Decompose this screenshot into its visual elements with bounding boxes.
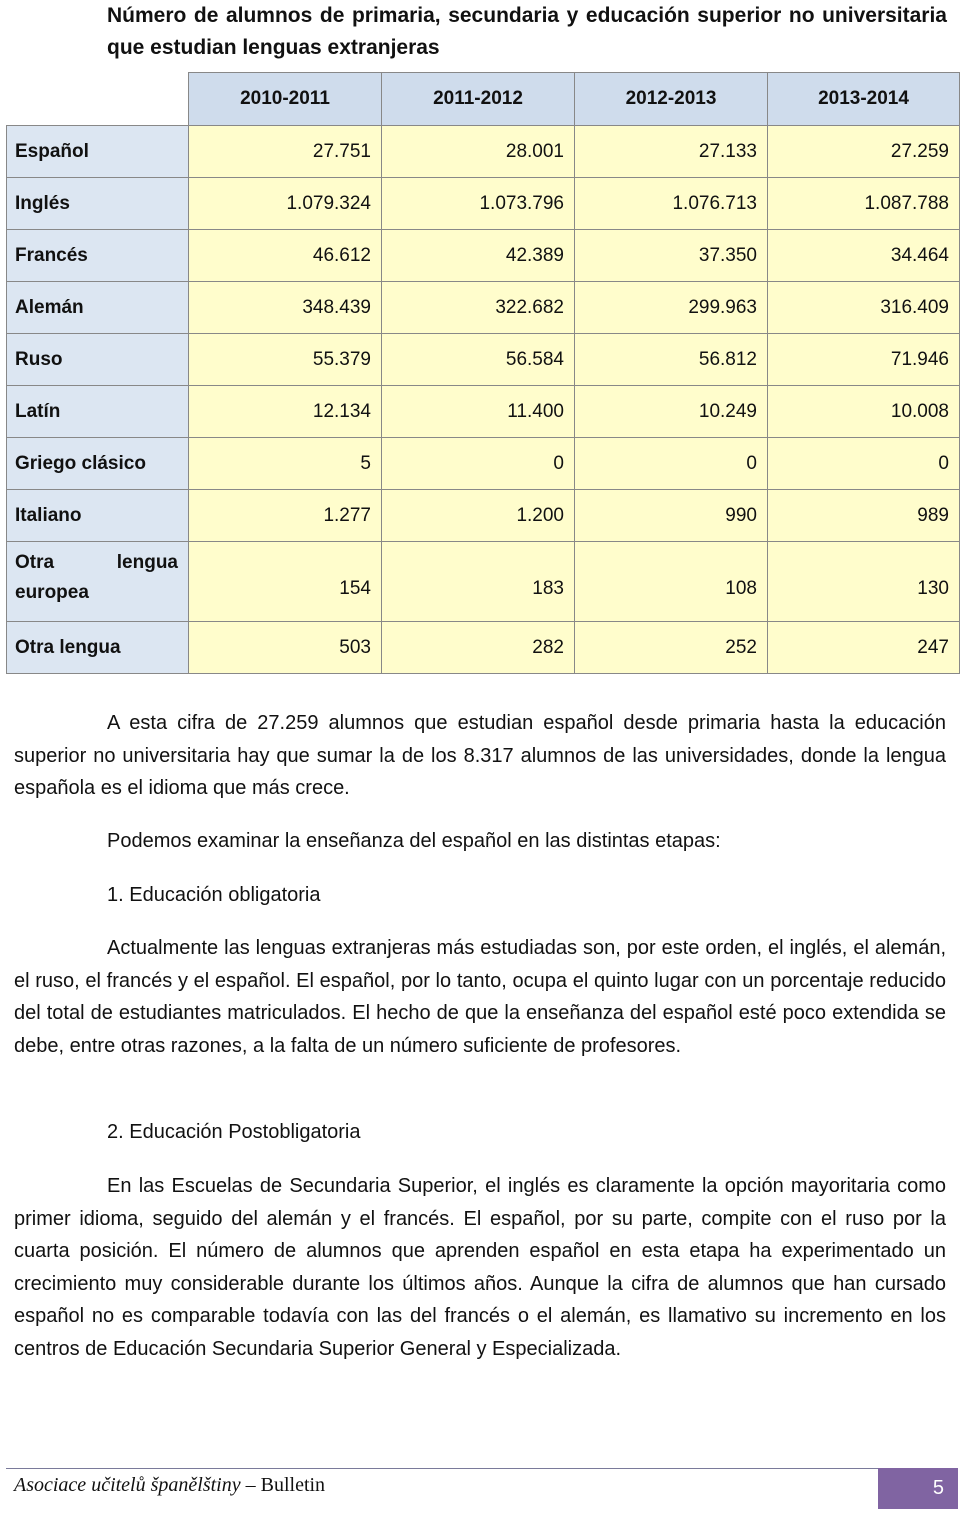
table-cell: 316.409: [768, 282, 960, 334]
table-cell: 322.682: [382, 282, 575, 334]
table-cell: 37.350: [575, 230, 768, 282]
table-row: [7, 542, 960, 622]
table-cell: 108: [575, 542, 768, 622]
table-cell: 10.008: [768, 386, 960, 438]
table-row: [7, 282, 960, 334]
language-label: Español: [7, 126, 189, 178]
footer-publication-suffix: – Bulletin: [240, 1474, 326, 1496]
table-cell: 1.079.324: [189, 178, 382, 230]
table-row: [7, 230, 960, 282]
table-cell: 0: [575, 438, 768, 490]
table-cell: 1.073.796: [382, 178, 575, 230]
table-cell: 55.379: [189, 334, 382, 386]
year-header: 2013-2014: [768, 73, 960, 126]
table-cell: 56.812: [575, 334, 768, 386]
table-cell: 282: [382, 622, 575, 674]
table-cell: 71.946: [768, 334, 960, 386]
table-row: [7, 126, 960, 178]
year-header: 2010-2011: [189, 73, 382, 126]
table-cell: 28.001: [382, 126, 575, 178]
language-label: Inglés: [7, 178, 189, 230]
table-cell: 1.076.713: [575, 178, 768, 230]
table-header-row: [7, 73, 960, 126]
table-cell: 503: [189, 622, 382, 674]
table-cell: 27.133: [575, 126, 768, 178]
paragraph-cifra: A esta cifra de 27.259 alumnos que estudian español desde primaria hasta la educación superior no universitaria hay que sumar la de los 8.317 alumnos de las universidades, donde la lengua española es el idioma que más crece.: [14, 712, 946, 799]
table-cell: 46.612: [189, 230, 382, 282]
table-row: [7, 386, 960, 438]
table-cell: 990: [575, 490, 768, 542]
table-cell: 1.087.788: [768, 178, 960, 230]
table-cell: 5: [189, 438, 382, 490]
document-title: Número de alumnos de primaria, secundaria y educación superior no universitaria que estudian lenguas extranjeras: [107, 4, 947, 59]
footer-publication: [14, 1470, 325, 1500]
table-cell: 42.389: [382, 230, 575, 282]
language-label: Griego clásico: [7, 438, 189, 490]
paragraph-etapas: Podemos examinar la enseñanza del español en las distintas etapas:: [107, 830, 721, 852]
table-cell: 1.200: [382, 490, 575, 542]
table-cell: 252: [575, 622, 768, 674]
table-corner-cell: [7, 73, 189, 126]
table-cell: 56.584: [382, 334, 575, 386]
language-label: Francés: [7, 230, 189, 282]
table-row: [7, 334, 960, 386]
table-cell: 1.277: [189, 490, 382, 542]
footer-publication-name: Asociace učitelů španělštiny: [14, 1474, 241, 1496]
language-label: Latín: [7, 386, 189, 438]
table-row: [7, 178, 960, 230]
languages-table: [6, 72, 960, 674]
table-cell: 10.249: [575, 386, 768, 438]
table-row: [7, 438, 960, 490]
table-cell: 27.259: [768, 126, 960, 178]
table-cell: 12.134: [189, 386, 382, 438]
language-label: Alemán: [7, 282, 189, 334]
language-label: Italiano: [7, 490, 189, 542]
table-cell: 0: [382, 438, 575, 490]
table-cell: 299.963: [575, 282, 768, 334]
table-cell: 11.400: [382, 386, 575, 438]
year-header: 2012-2013: [575, 73, 768, 126]
section-heading-obligatoria: 1. Educación obligatoria: [107, 884, 321, 906]
footer-divider: [6, 1468, 878, 1469]
section-heading-postobligatoria: 2. Educación Postobligatoria: [107, 1121, 361, 1143]
table-cell: 154: [189, 542, 382, 622]
language-label: Otra lengua europea: [7, 542, 189, 622]
paragraph-obligatoria: Actualmente las lenguas extranjeras más estudiadas son, por este orden, el inglés, el alemán, el ruso, el francés y el español. El español, por lo tanto, ocupa el quinto lugar con un porcentaje reducido del total de estudiantes matriculados. El hecho de que la enseñanza del español esté poco extendida se debe, entre otras razones, a la falta de un número suficiente de profesores.: [14, 937, 946, 1057]
page-number: 5: [878, 1468, 958, 1509]
table-cell: 989: [768, 490, 960, 542]
year-header: 2011-2012: [382, 73, 575, 126]
table-row: [7, 622, 960, 674]
language-label: Ruso: [7, 334, 189, 386]
table-cell: 183: [382, 542, 575, 622]
table-cell: 348.439: [189, 282, 382, 334]
paragraph-postobligatoria: En las Escuelas de Secundaria Superior, el inglés es claramente la opción mayoritaria como primer idioma, seguido del alemán y el francés. El español, por su parte, compite con el ruso por la cuarta posición. El número de alumnos que aprenden español en esta etapa ha experimentado un crecimiento muy considerable durante los últimos años. Aunque la cifra de alumnos que han cursado español no es comparable todavía con las del francés o el alemán, es llamativo su incremento en los centros de Educación Secundaria Superior General y Especializada.: [14, 1175, 946, 1360]
table-cell: 130: [768, 542, 960, 622]
table-row: [7, 490, 960, 542]
table-cell: 27.751: [189, 126, 382, 178]
table-cell: 0: [768, 438, 960, 490]
table-cell: 247: [768, 622, 960, 674]
language-label: Otra lengua: [7, 622, 189, 674]
table-cell: 34.464: [768, 230, 960, 282]
